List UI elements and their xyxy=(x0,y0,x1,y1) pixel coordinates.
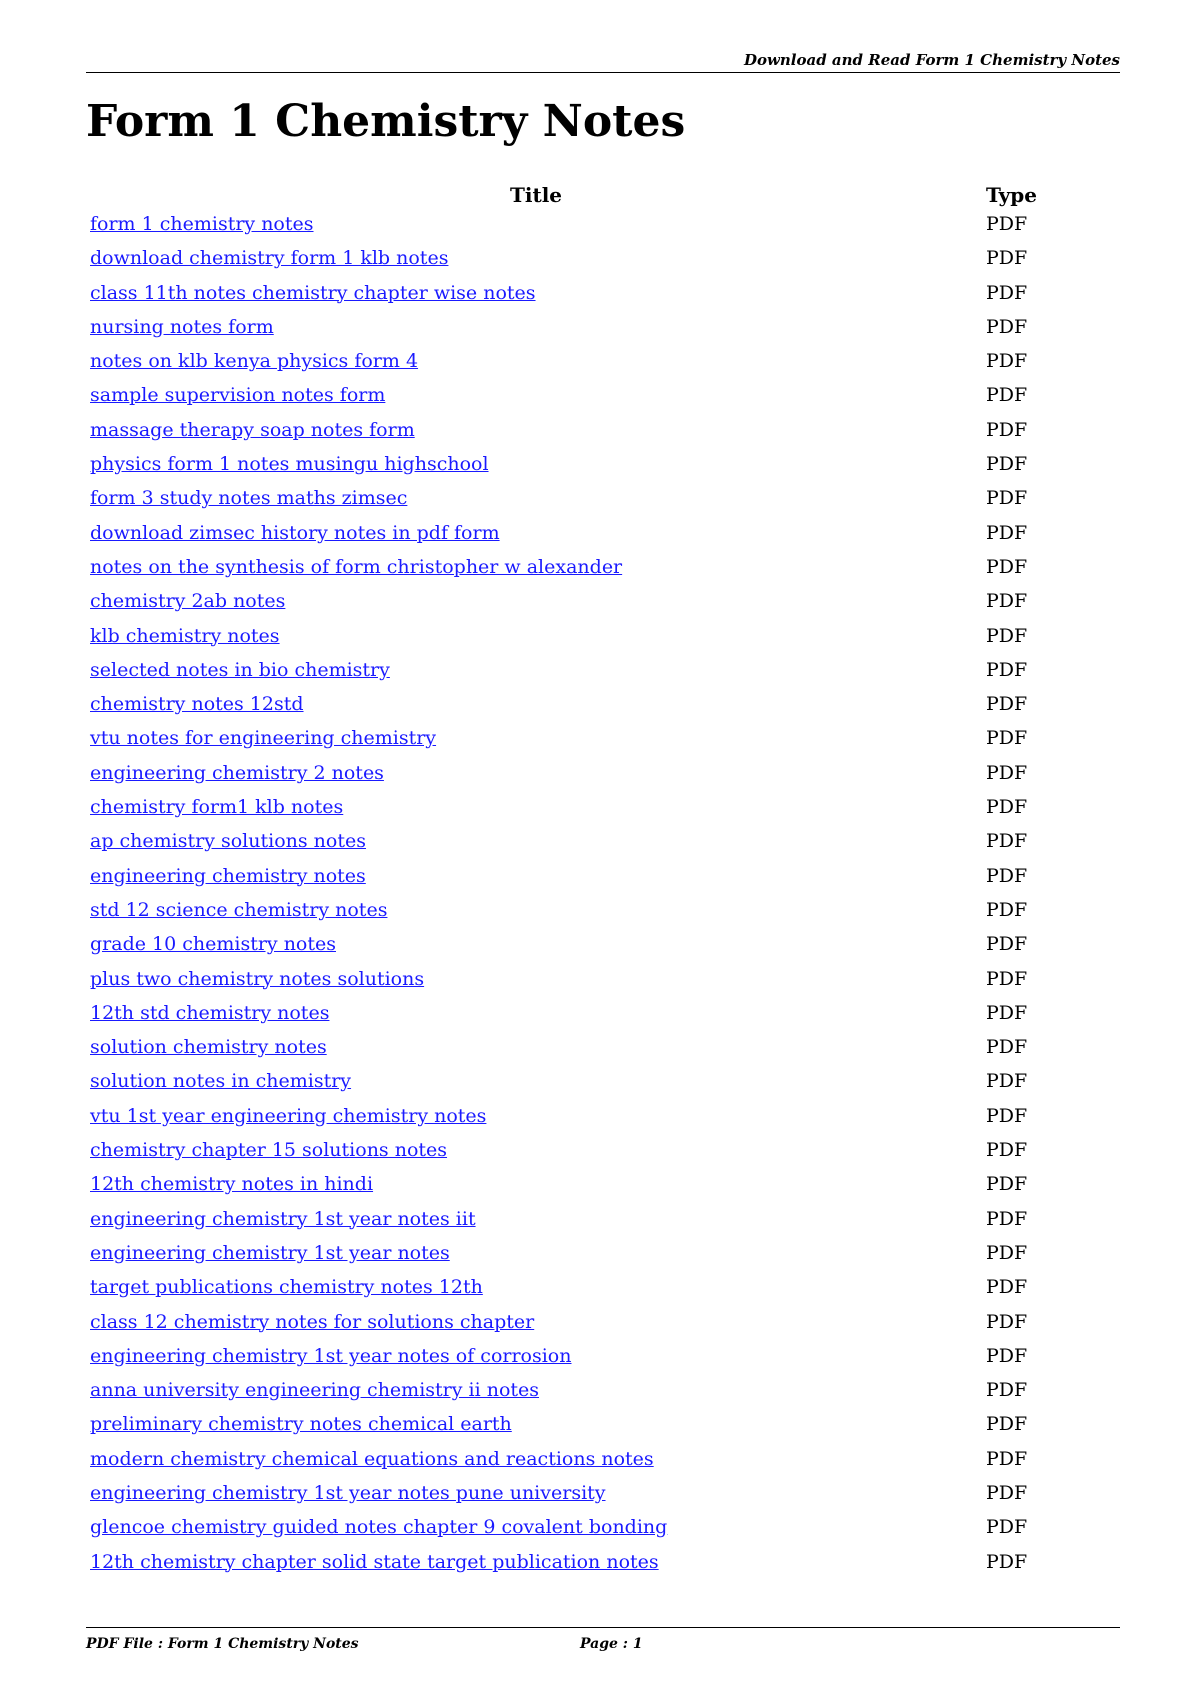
type-cell: PDF xyxy=(986,1276,1028,1299)
document-link[interactable]: ap chemistry solutions notes xyxy=(90,830,366,853)
title-cell xyxy=(86,487,986,521)
document-link[interactable]: std 12 science chemistry notes xyxy=(90,898,388,921)
title-cell xyxy=(86,350,986,384)
type-cell: PDF xyxy=(986,590,1028,613)
table-row xyxy=(86,522,1120,556)
document-link[interactable]: form 1 chemistry notes xyxy=(90,213,314,235)
title-cell xyxy=(86,1139,986,1173)
type-cell: PDF xyxy=(986,247,1028,270)
type-cell: PDF xyxy=(986,933,1028,956)
type-cell: PDF xyxy=(986,693,1028,716)
document-link[interactable]: physics form 1 notes musingu highschool xyxy=(90,453,489,476)
type-cell: PDF xyxy=(986,727,1028,750)
type-cell: PDF xyxy=(986,281,1028,304)
title-cell xyxy=(86,213,986,247)
table-row xyxy=(86,1516,1120,1550)
document-link[interactable]: notes on the synthesis of form christopher w alexander xyxy=(90,555,623,578)
document-link[interactable]: massage therapy soap notes form xyxy=(90,418,415,441)
type-cell: PDF xyxy=(986,967,1028,990)
title-cell xyxy=(86,796,986,830)
document-link[interactable]: engineering chemistry 1st year notes iit xyxy=(90,1207,476,1230)
table-row xyxy=(86,1379,1120,1413)
type-cell: PDF xyxy=(986,1344,1028,1367)
document-link[interactable]: selected notes in bio chemistry xyxy=(90,658,390,681)
table-row xyxy=(86,590,1120,624)
type-cell: PDF xyxy=(986,1481,1028,1504)
table-row xyxy=(86,453,1120,487)
column-header-type: Type xyxy=(986,183,1038,207)
document-link[interactable]: vtu notes for engineering chemistry xyxy=(90,727,437,750)
document-link[interactable]: download zimsec history notes in pdf form xyxy=(90,521,500,544)
title-cell xyxy=(86,247,986,281)
document-link[interactable]: solution notes in chemistry xyxy=(90,1070,352,1093)
document-link[interactable]: chemistry form1 klb notes xyxy=(90,796,344,819)
type-cell: PDF xyxy=(986,796,1028,819)
table-row xyxy=(86,659,1120,693)
type-cell: PDF xyxy=(986,453,1028,476)
document-link[interactable]: modern chemistry chemical equations and reactions notes xyxy=(90,1447,654,1470)
table-row xyxy=(86,933,1120,967)
table-row xyxy=(86,968,1120,1002)
table-row xyxy=(86,350,1120,384)
table-row xyxy=(86,384,1120,418)
title-cell xyxy=(86,1311,986,1345)
header-divider xyxy=(86,72,1120,73)
table-row xyxy=(86,1002,1120,1036)
title-cell xyxy=(86,1482,986,1516)
type-cell: PDF xyxy=(986,1447,1028,1470)
document-link[interactable]: glencoe chemistry guided notes chapter 9 covalent bonding xyxy=(90,1516,668,1539)
title-cell xyxy=(86,1242,986,1276)
document-link[interactable]: engineering chemistry 2 notes xyxy=(90,761,384,784)
title-cell xyxy=(86,1036,986,1070)
type-cell: PDF xyxy=(986,418,1028,441)
document-link[interactable]: chemistry 2ab notes xyxy=(90,590,286,613)
type-cell: PDF xyxy=(986,1001,1028,1024)
type-cell: PDF xyxy=(986,1036,1028,1059)
document-link[interactable]: notes on klb kenya physics form 4 xyxy=(90,350,419,373)
title-cell xyxy=(86,625,986,659)
type-cell: PDF xyxy=(986,1070,1028,1093)
table-row xyxy=(86,1448,1120,1482)
table-row xyxy=(86,282,1120,316)
title-cell xyxy=(86,1208,986,1242)
table-row xyxy=(86,1208,1120,1242)
document-link[interactable]: engineering chemistry 1st year notes of corrosion xyxy=(90,1344,572,1367)
title-cell xyxy=(86,1379,986,1413)
document-link[interactable]: grade 10 chemistry notes xyxy=(90,933,336,956)
table-row xyxy=(86,419,1120,453)
table-row xyxy=(86,1242,1120,1276)
title-cell xyxy=(86,1070,986,1104)
title-cell xyxy=(86,384,986,418)
table-row xyxy=(86,762,1120,796)
type-cell: PDF xyxy=(986,1241,1028,1264)
table-row xyxy=(86,1105,1120,1139)
title-cell xyxy=(86,830,986,864)
document-link[interactable]: klb chemistry notes xyxy=(90,624,280,647)
table-row xyxy=(86,727,1120,761)
type-cell: PDF xyxy=(986,1207,1028,1230)
table-row xyxy=(86,247,1120,281)
type-cell: PDF xyxy=(986,555,1028,578)
title-cell xyxy=(86,316,986,350)
title-cell xyxy=(86,727,986,761)
type-cell: PDF xyxy=(986,1550,1028,1573)
page-title: Form 1 Chemistry Notes xyxy=(86,96,686,147)
type-cell: PDF xyxy=(986,1516,1028,1539)
title-cell xyxy=(86,282,986,316)
title-cell xyxy=(86,899,986,933)
column-header-title: Title xyxy=(509,183,563,207)
table-row xyxy=(86,1070,1120,1104)
type-cell: PDF xyxy=(986,1173,1028,1196)
table-row xyxy=(86,556,1120,590)
table-row xyxy=(86,899,1120,933)
footer-page-number: Page : 1 xyxy=(580,1636,643,1652)
table-row xyxy=(86,625,1120,659)
title-cell xyxy=(86,762,986,796)
table-row xyxy=(86,487,1120,521)
type-cell: PDF xyxy=(986,521,1028,544)
table-row xyxy=(86,1276,1120,1310)
type-cell: PDF xyxy=(986,864,1028,887)
type-cell: PDF xyxy=(986,658,1028,681)
table-row xyxy=(86,1173,1120,1207)
footer-divider xyxy=(86,1627,1120,1628)
footer-file-label: PDF File : Form 1 Chemistry Notes xyxy=(86,1636,359,1652)
title-cell xyxy=(86,522,986,556)
title-cell xyxy=(86,1516,986,1550)
document-link[interactable]: target publications chemistry notes 12th xyxy=(90,1276,483,1299)
title-cell xyxy=(86,865,986,899)
type-cell: PDF xyxy=(986,350,1028,373)
title-cell xyxy=(86,659,986,693)
type-cell: PDF xyxy=(986,624,1028,647)
type-cell: PDF xyxy=(986,1310,1028,1333)
type-cell: PDF xyxy=(986,1413,1028,1436)
title-cell xyxy=(86,1105,986,1139)
document-link[interactable]: engineering chemistry notes xyxy=(90,864,366,887)
title-cell xyxy=(86,1173,986,1207)
title-cell xyxy=(86,1345,986,1379)
title-cell xyxy=(86,453,986,487)
document-link[interactable]: class 12 chemistry notes for solutions chapter xyxy=(90,1310,535,1333)
table-row xyxy=(86,1311,1120,1345)
title-cell xyxy=(86,590,986,624)
table-row xyxy=(86,1345,1120,1379)
document-link[interactable]: anna university engineering chemistry ii notes xyxy=(90,1379,540,1402)
type-cell: PDF xyxy=(986,213,1028,235)
table-row xyxy=(86,830,1120,864)
document-link[interactable]: chemistry notes 12std xyxy=(90,693,304,716)
table-row xyxy=(86,316,1120,350)
type-cell: PDF xyxy=(986,384,1028,407)
title-cell xyxy=(86,693,986,727)
document-link[interactable]: 12th chemistry chapter solid state target publication notes xyxy=(90,1550,659,1573)
type-cell: PDF xyxy=(986,315,1028,338)
document-link[interactable]: engineering chemistry 1st year notes pune university xyxy=(90,1481,606,1504)
title-cell xyxy=(86,1448,986,1482)
type-cell: PDF xyxy=(986,761,1028,784)
table-row xyxy=(86,865,1120,899)
document-link[interactable]: chemistry chapter 15 solutions notes xyxy=(90,1139,448,1162)
documents-table xyxy=(86,183,1120,1585)
document-link[interactable]: nursing notes form xyxy=(90,315,274,338)
title-cell xyxy=(86,419,986,453)
type-cell: PDF xyxy=(986,487,1028,510)
document-link[interactable]: plus two chemistry notes solutions xyxy=(90,967,425,990)
document-link[interactable]: form 3 study notes maths zimsec xyxy=(90,487,408,510)
document-link[interactable]: 12th std chemistry notes xyxy=(90,1001,330,1024)
document-link[interactable]: download chemistry form 1 klb notes xyxy=(90,247,449,270)
running-header: Download and Read Form 1 Chemistry Notes xyxy=(743,51,1120,69)
document-link[interactable]: vtu 1st year engineering chemistry notes xyxy=(90,1104,487,1127)
table-row xyxy=(86,1551,1120,1585)
table-row xyxy=(86,1036,1120,1070)
table-row xyxy=(86,1413,1120,1447)
title-cell xyxy=(86,556,986,590)
table-row xyxy=(86,693,1120,727)
type-cell: PDF xyxy=(986,1379,1028,1402)
title-cell xyxy=(86,933,986,967)
type-cell: PDF xyxy=(986,1139,1028,1162)
document-link[interactable]: 12th chemistry notes in hindi xyxy=(90,1173,374,1196)
title-cell xyxy=(86,1551,986,1585)
document-link[interactable]: preliminary chemistry notes chemical earth xyxy=(90,1413,512,1436)
table-row xyxy=(86,1139,1120,1173)
type-cell: PDF xyxy=(986,830,1028,853)
table-header-row xyxy=(86,183,1120,213)
document-link[interactable]: sample supervision notes form xyxy=(90,384,386,407)
title-cell xyxy=(86,1276,986,1310)
table-row xyxy=(86,796,1120,830)
title-cell xyxy=(86,1413,986,1447)
title-cell xyxy=(86,968,986,1002)
title-cell xyxy=(86,1002,986,1036)
table-body xyxy=(86,213,1120,1585)
type-cell: PDF xyxy=(986,1104,1028,1127)
table-row xyxy=(86,1482,1120,1516)
document-link[interactable]: engineering chemistry 1st year notes xyxy=(90,1241,450,1264)
document-link[interactable]: solution chemistry notes xyxy=(90,1036,327,1059)
table-row xyxy=(86,213,1120,247)
type-cell: PDF xyxy=(986,898,1028,921)
document-link[interactable]: class 11th notes chemistry chapter wise notes xyxy=(90,281,536,304)
